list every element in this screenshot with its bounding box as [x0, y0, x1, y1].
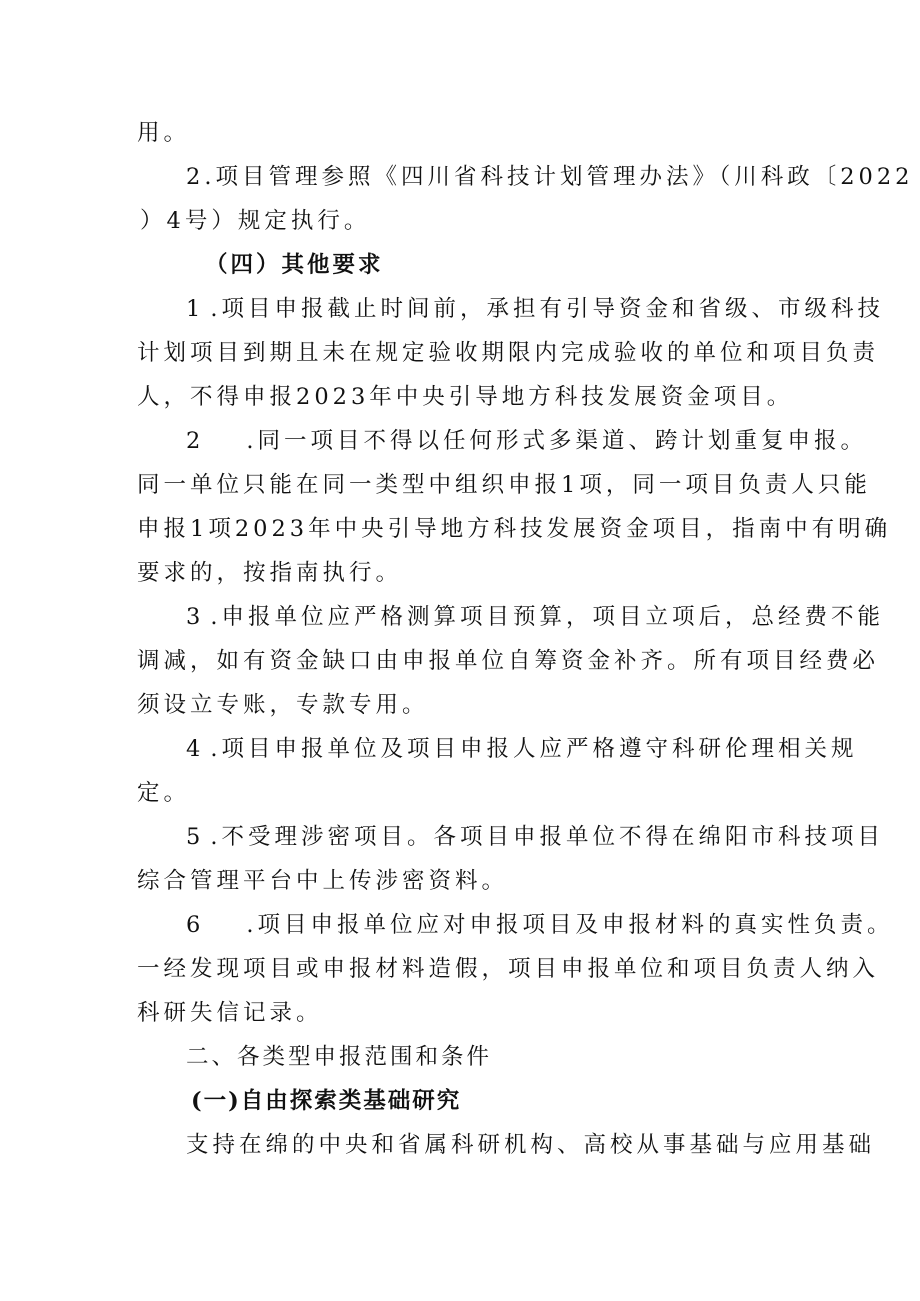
line-text: 定。: [137, 780, 191, 806]
line-text: 综合管理平台中上传涉密资料。: [137, 868, 509, 894]
line-text: 要求的，按指南执行。: [137, 560, 403, 586]
heading-text: (一)自由探索类基础研究: [191, 1088, 462, 1114]
paragraph-line: [137, 558, 402, 588]
paragraph-line: [137, 382, 793, 412]
heading-text: 二、各类型申报范围和条件: [186, 1044, 493, 1070]
line-text: 科研失信记录。: [137, 1000, 323, 1026]
paragraph-line: [137, 118, 190, 148]
paragraph-line: [137, 338, 879, 368]
heading-text: （四）其他要求: [205, 252, 384, 278]
line-text: 支持在绵的中央和省属科研机构、高校从事基础与应用基础: [186, 1132, 876, 1158]
paragraph-line: [186, 1130, 875, 1160]
line-text: 调减，如有资金缺口由申报单位自筹资金补齐。所有项目经费必: [137, 648, 880, 674]
list-item-3: [186, 602, 884, 632]
paragraph-line: [137, 470, 871, 500]
section-heading: [186, 1042, 492, 1072]
list-item-4: [186, 734, 857, 764]
line-text: .不受理涉密项目。各项目申报单位不得在绵阳市科技项目: [210, 824, 884, 850]
line-text: 须设立专账，专款专用。: [137, 692, 429, 718]
line-text: 同一单位只能在同一类型中组织申报1项，同一项目负责人只能: [137, 472, 871, 498]
line-text: .同一项目不得以任何形式多渠道、跨计划重复申报。: [246, 428, 867, 454]
line-text: 一经发现项目或申报材料造假，项目申报单位和项目负责人纳入: [137, 956, 880, 982]
list-item-6: [186, 910, 893, 940]
paragraph-line: [137, 646, 879, 676]
item-number: 4: [186, 736, 201, 762]
line-text: .项目申报单位及项目申报人应严格遵守科研伦理相关规: [210, 736, 858, 762]
line-text: 人，不得申报2023年中央引导地方科技发展资金项目。: [137, 384, 794, 410]
line-text: .项目申报单位应对申报项目及申报材料的真实性负责。: [246, 912, 894, 938]
item-number: 1: [186, 296, 201, 322]
paragraph-line: [137, 954, 879, 984]
list-item-1: [186, 294, 884, 324]
line-text: 申报1项2023年中央引导地方科技发展资金项目，指南中有明确: [137, 516, 892, 542]
item-number: 6: [186, 912, 201, 938]
list-item-5: [186, 822, 884, 852]
line-text: .项目申报截止时间前，承担有引导资金和省级、市级科技: [210, 296, 884, 322]
paragraph-line: [140, 206, 370, 236]
paragraph-line: [137, 998, 323, 1028]
subsection-heading: [191, 1086, 461, 1116]
item-number: 5: [186, 824, 201, 850]
paragraph-line: [137, 690, 429, 720]
paragraph-line: [137, 514, 891, 544]
line-text: 用。: [137, 120, 191, 146]
line-text: 2.项目管理参照《四川省科技计划管理办法》（川科政〔2022: [186, 164, 914, 190]
line-text: .申报单位应严格测算项目预算，项目立项后，总经费不能: [210, 604, 884, 630]
paragraph-line: [137, 778, 190, 808]
list-item-2: [186, 426, 867, 456]
section-heading: [205, 250, 384, 280]
line-text: ）4号）规定执行。: [140, 208, 371, 234]
item-number: 2: [186, 428, 201, 454]
line-text: 计划项目到期且未在规定验收期限内完成验收的单位和项目负责: [137, 340, 880, 366]
item-number: 3: [186, 604, 201, 630]
paragraph-line: [186, 162, 913, 192]
paragraph-line: [137, 866, 508, 896]
